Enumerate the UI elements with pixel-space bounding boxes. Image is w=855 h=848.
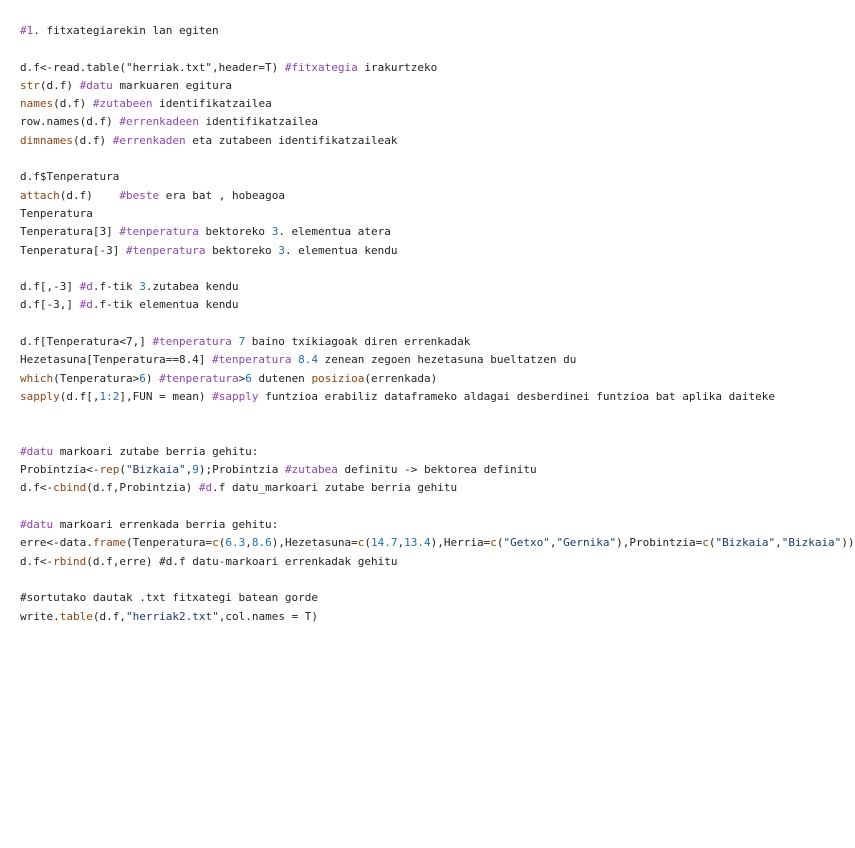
code-text: ( — [119, 463, 126, 477]
code-line — [20, 242, 855, 260]
code-text: ),Herria= — [430, 536, 491, 550]
code-text: (Tenperatura> — [53, 371, 140, 385]
code-text: bektoreko — [205, 243, 279, 257]
function-token: str — [20, 78, 40, 92]
number-token: 6 — [139, 371, 146, 385]
code-text: d.f<- — [20, 481, 54, 495]
comment-token: #beste — [119, 188, 160, 202]
code-line — [20, 351, 855, 369]
code-text: , — [775, 536, 782, 550]
number-token: 1:2 — [99, 389, 120, 403]
code-text: Tenperatura[-3] — [20, 243, 126, 257]
code-text: ),Hezetasuna= — [271, 536, 358, 550]
code-text: d.f[,-3] — [20, 280, 80, 294]
comment-token: #datu — [79, 78, 113, 92]
code-text: ( — [708, 536, 716, 550]
code-text — [232, 335, 239, 348]
number-token: 14.7 — [371, 536, 398, 550]
code-text: d.f<-read.table("herriak.txt",header=T) — [20, 60, 285, 74]
comment-token: #1 — [20, 24, 34, 37]
code-line — [20, 223, 855, 241]
comment-token: #sapply — [212, 389, 259, 403]
blank-line — [20, 425, 855, 443]
code-text: .f-tik elementua kendu — [92, 298, 239, 312]
code-line — [20, 479, 855, 497]
code-line — [20, 443, 855, 461]
code-text: funtzioa erabiliz dataframeko aldagai desberdinei funtzioa bat aplika daiteke — [258, 389, 776, 403]
code-text: identifikatzailea — [152, 97, 272, 111]
code-line — [20, 59, 855, 77]
code-text: row.names(d.f) — [20, 115, 120, 129]
code-text: bektoreko — [198, 225, 272, 239]
code-line — [20, 168, 855, 186]
comment-token: #d — [198, 481, 213, 495]
code-text: d.f<- — [20, 554, 54, 568]
comment-token: #zutabeen — [92, 97, 153, 111]
code-text: );Probintzia — [198, 463, 285, 477]
code-text: (d.f) — [53, 97, 93, 111]
code-text: Hezetasuna[Tenperatura==8.4] — [20, 353, 213, 367]
code-text: , — [549, 536, 557, 550]
code-text: ( — [218, 536, 226, 550]
number-token: 3 — [139, 280, 146, 294]
comment-token: #errenkadeen — [119, 115, 199, 129]
string-token: "Bizkaia" — [781, 536, 842, 550]
code-text: markoari errenkada berria gehitu: — [53, 518, 279, 532]
code-text: Probintzia<- — [20, 463, 100, 477]
code-text: , — [397, 536, 405, 550]
comment-token: #datu — [20, 444, 54, 458]
code-line — [20, 95, 855, 113]
code-text: (errenkada) — [364, 371, 438, 385]
code-text: zenean zegoen hezetasuna bueltatzen du — [318, 353, 577, 367]
code-text: erre<-data. — [20, 536, 93, 550]
code-text: write. — [20, 609, 60, 623]
code-text: irakurtzeko — [357, 60, 438, 74]
number-token: 8.6 — [251, 536, 272, 550]
function-token: names — [20, 97, 54, 111]
code-text: .zutabea kendu — [145, 280, 239, 294]
code-text: > — [238, 371, 246, 385]
code-text: (d.f) — [72, 133, 113, 147]
code-line — [20, 132, 855, 150]
code-text: ,col.names = T) — [218, 609, 319, 623]
code-line — [20, 278, 855, 296]
code-text: .f datu_markoari zutabe berria gehitu — [212, 481, 458, 495]
number-token: 8.4 — [298, 353, 319, 367]
comment-token: #d — [79, 298, 93, 312]
code-text: (d.f[, — [59, 389, 100, 403]
code-text: . fitxategiarekin lan egiten — [33, 24, 219, 37]
blank-line — [20, 40, 855, 58]
comment-token: #tenperatura — [125, 243, 206, 257]
blank-line — [20, 150, 855, 168]
string-token: "Bizkaia" — [125, 463, 186, 477]
code-line — [20, 388, 855, 406]
code-line — [20, 553, 855, 571]
code-text: ],FUN = mean) — [119, 389, 213, 403]
string-token: "Bizkaia" — [715, 536, 776, 550]
code-text: dutenen — [251, 371, 312, 385]
code-text: (d.f) — [39, 78, 80, 92]
function-token: c — [357, 536, 365, 550]
code-text: ( — [364, 536, 372, 550]
code-line — [20, 113, 855, 131]
code-text: . elementua atera — [278, 225, 391, 239]
string-token: "Gernika" — [556, 536, 617, 550]
code-line — [20, 187, 855, 205]
function-token: cbind — [53, 481, 87, 495]
code-text: . elementua kendu — [284, 243, 398, 257]
code-text: (d.f, — [92, 609, 126, 623]
code-line — [20, 370, 855, 388]
code-text: d.f[-3,] — [20, 298, 80, 312]
comment-token: #errenkaden — [112, 133, 186, 147]
number-token: 7 — [238, 335, 246, 349]
code-line — [20, 534, 855, 552]
code-text: .f-tik — [92, 280, 140, 294]
code-text: , — [245, 536, 252, 550]
string-token: "herriak2.txt" — [126, 609, 219, 623]
number-token: 3 — [271, 225, 279, 239]
code-text: eta zutabeen identifikatzaileak — [185, 133, 398, 147]
comment-token: #tenperatura — [119, 225, 199, 239]
code-line — [20, 296, 855, 314]
string-token: "Getxo" — [503, 536, 550, 550]
function-token: c — [702, 536, 709, 550]
code-text: #sortutako dautak .txt fitxategi batean gorde — [20, 591, 319, 605]
code-line — [20, 589, 855, 607]
comment-token: #tenperatura — [212, 353, 292, 367]
code-text: definitu -> bektorea definitu — [337, 463, 537, 477]
code-text: (d.f,erre) #d.f datu-markoari errenkadak gehitu — [86, 554, 398, 568]
blank-line — [20, 571, 855, 589]
number-token: 9 — [192, 463, 199, 477]
comment-token: #datu — [20, 518, 54, 532]
number-token: 6 — [245, 371, 252, 385]
function-token: posizioa — [311, 371, 365, 385]
function-token: rbind — [53, 554, 87, 568]
code-text: )) — [841, 536, 855, 550]
blank-line — [20, 260, 855, 278]
code-line — [20, 461, 855, 479]
comment-token: #d — [79, 280, 93, 294]
code-text: ( — [496, 536, 504, 550]
comment-token: #fitxategia — [284, 60, 358, 74]
code-text: ),Probintzia= — [616, 536, 703, 550]
code-line — [20, 22, 855, 40]
code-text: ) — [145, 371, 160, 385]
blank-line — [20, 406, 855, 424]
code-line — [20, 516, 855, 534]
function-token: c — [212, 536, 219, 550]
blank-line — [20, 498, 855, 516]
function-token: c — [490, 536, 497, 550]
code-text: Tenperatura[3] — [20, 225, 120, 239]
code-text: (Tenperatura= — [125, 536, 213, 550]
function-token: frame — [92, 536, 126, 550]
function-token: which — [20, 371, 54, 385]
number-token: 13.4 — [404, 536, 431, 550]
code-text: , — [185, 463, 193, 477]
code-text: Tenperatura — [20, 206, 93, 220]
comment-token: #tenperatura — [152, 335, 232, 349]
comment-token: #zutabea — [284, 463, 338, 477]
function-token: sapply — [20, 389, 60, 403]
code-text: markuaren egitura — [112, 78, 232, 92]
code-text: identifikatzailea — [198, 115, 319, 129]
code-text: era bat , hobeagoa — [159, 188, 285, 202]
number-token: 3 — [278, 243, 285, 257]
function-token: rep — [99, 463, 120, 477]
code-line — [20, 205, 855, 223]
code-line — [20, 77, 855, 95]
code-text: baino txikiagoak diren errenkadak — [245, 335, 471, 349]
code-line — [20, 608, 855, 626]
code-text: (d.f) — [59, 188, 120, 202]
code-listing — [20, 22, 855, 626]
function-token: table — [59, 609, 93, 623]
number-token: 6.3 — [225, 536, 246, 550]
blank-line — [20, 315, 855, 333]
function-token: attach — [20, 188, 60, 202]
code-text: markoari zutabe berria gehitu: — [53, 444, 259, 458]
comment-token: #tenperatura — [159, 371, 239, 385]
code-text: d.f[Tenperatura<7,] — [20, 335, 153, 349]
code-text: d.f$Tenperatura — [20, 170, 120, 184]
code-text: (d.f,Probintzia) — [86, 481, 199, 495]
function-token: dimnames — [20, 133, 73, 147]
code-line — [20, 333, 855, 351]
